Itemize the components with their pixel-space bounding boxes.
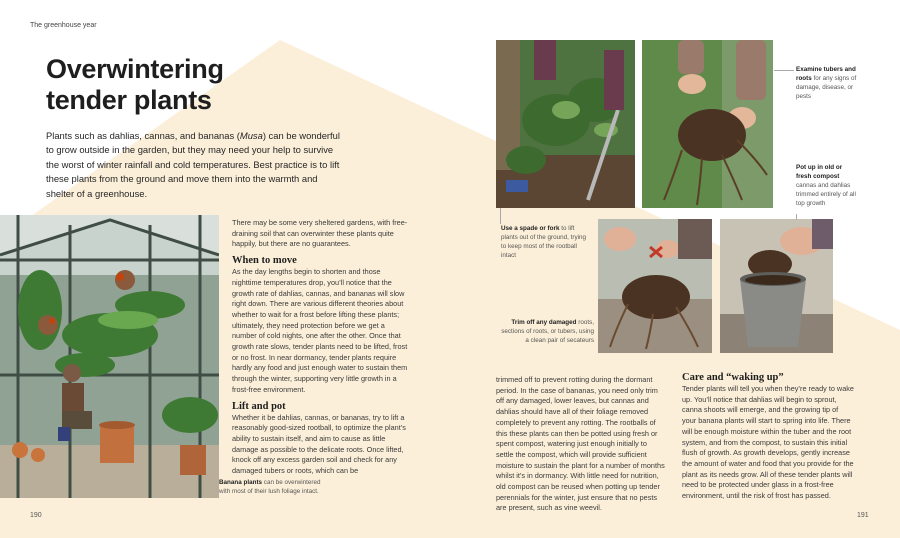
caption-trim: Trim off any damaged roots, sections of roots, or tubers, using a clean pair of secateurs: [501, 319, 594, 344]
trim-roots-photo: [598, 219, 712, 353]
caption-examine: Examine tubers and roots for any signs of damage, disease, or pests: [796, 66, 857, 100]
col1-when-text: As the day lengths begin to shorten and those nighttime temperatures drop, you’ll notice that the growth rate of dahlias, cannas, and bananas will slow right down. There are various different theories about whether to wait for a frost before lifting these plants; ultimately, they need protection before we get a number of cold nights, one after the other. Once that growth rate slows, tender plants need to be lifted, frost or no frost. In near dormancy, tender plants require hardly any food and just enough water to sustain them through the winter, supporting very little growth in a frost-free environment.: [232, 267, 408, 394]
intro-italic: Musa: [239, 130, 263, 141]
leader-spade: [500, 208, 501, 224]
column-1: [232, 218, 408, 477]
leader-pot: [796, 214, 797, 220]
col1-intro: There may be some very sheltered gardens, with free-draining soil that can overwinter these plants quite happily, but there are no guarantees.: [232, 218, 408, 249]
page-title: [46, 54, 224, 116]
potting-up-photo: [720, 219, 833, 353]
page-number-right: 191: [857, 512, 869, 519]
intro-paragraph: Plants such as dahlias, cannas, and bananas (Musa) can be wonderful to grow outside in the garden, but they may need your help to survive the worst of winter rainfall and cold temperatures. Best practice is to lift these plants from the ground and move them into the warmth and shelter of a greenhouse.: [46, 130, 340, 199]
lifting-plant-photo: [496, 40, 635, 208]
greenhouse-photo: [0, 215, 219, 498]
col1-lift-text: Whether it be dahlias, cannas, or bananas, try to lift a reasonably good-sized rootball, to optimize the plant’s ability to sustain itself, and aim to cause as little damage as possible to the delicate roots. Once lifted, knock off any excess garden soil and check for any damaged tubers or roots, which can be: [232, 412, 406, 476]
heading-care-waking-up: Care and “waking up”: [682, 372, 784, 383]
running-head: The greenhouse year: [30, 22, 97, 29]
examine-roots-photo: [642, 40, 773, 208]
caption-spade: Use a spade or fork to lift plants out of the ground, trying to keep most of the rootball intact: [501, 225, 587, 259]
title-line-2: tender plants: [46, 85, 212, 115]
page-number-left: 190: [30, 512, 42, 519]
caption-pot: Pot up in old or fresh compost cannas and dahlias trimmed entirely of all top growth: [796, 164, 856, 207]
column-3: [682, 372, 854, 502]
leader-examine: [774, 70, 794, 71]
col3-text: Tender plants will tell you when they’re ready to wake up. You’ll notice that dahlias will begin to sprout, canna shoots will emerge, and the growing tip of your banana plants will start to spring into life. There will be enough moisture within the tuber and the root system, and from the compost, to sustain this initial flush of growth. As growth develops, gently increase the amount of water and food that you provide for the plant as its needs grow. All of these tender plants will need to be protected under glass in a frost-free environment, until the risk of frost has passed.: [682, 384, 854, 501]
caption-banana: Banana plants can be overwintered with most of their lush foliage intact.: [219, 479, 321, 495]
heading-when-to-move: When to move: [232, 255, 297, 267]
heading-lift-and-pot: Lift and pot: [232, 400, 286, 412]
col2-text: trimmed off to prevent rotting during the dormant period. In the case of bananas, you need only trim off any damaged, lower leaves, but cannas and dahlias should have all of their foliage removed completely to prevent any rotting. The rootballs of this these plants can then be potted using fresh or spent compost, watering just enough initially to settle the compost, which will provide sufficient moisture to sustain the plant for a number of months whilst it’s in dormancy. With little need for nutrition, old compost can be reused when potting up tender perennials for the winter, just ensure that no pests are present, such as vine weevil.: [496, 375, 665, 513]
title-line-1: Overwintering: [46, 54, 224, 84]
